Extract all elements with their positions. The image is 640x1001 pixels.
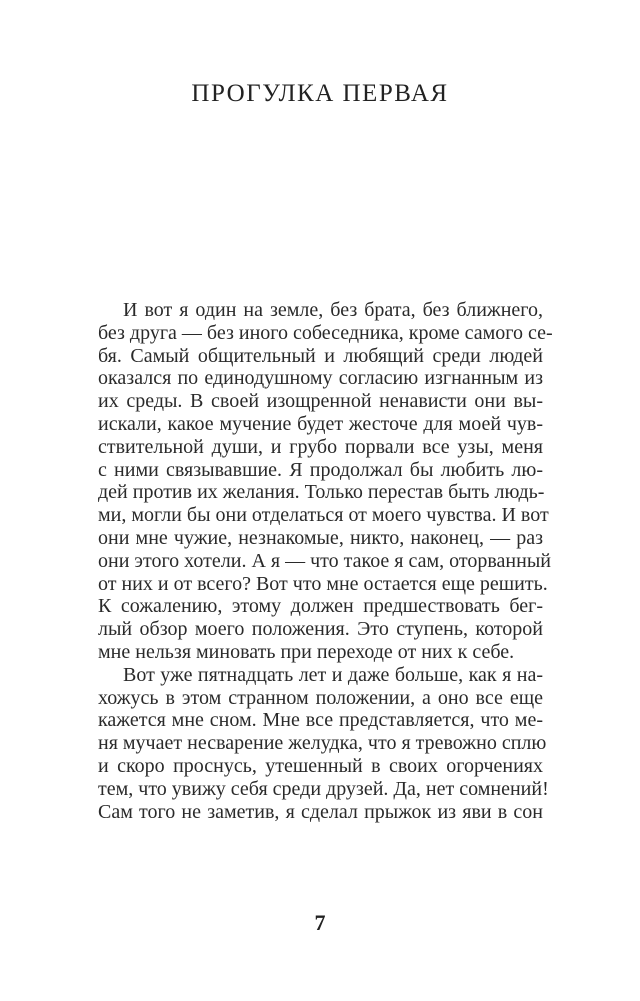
text-line: кажется мне сном. Мне все представляется, что ме- <box>98 709 543 732</box>
body-text <box>98 299 553 823</box>
text-line: без друга — без иного собеседника, кроме самого се- <box>98 321 553 344</box>
text-line: они этого хотели. А я — что такое я сам, оторванный <box>98 549 551 572</box>
text-line: хожусь в этом странном положении, а оно все еще <box>98 686 543 709</box>
text-line: тем, что увижу себя среди друзей. Да, нет сомнений! <box>98 777 549 800</box>
text-line: бя. Самый общительный и любящий среди людей <box>98 344 543 367</box>
text-line: мне нельзя миновать при переходе от них к себе. <box>98 640 515 663</box>
chapter-title: ПРОГУЛКА ПЕРВАЯ <box>191 80 449 107</box>
text-line: от них и от всего? Вот что мне остается еще решить. <box>98 572 548 595</box>
text-line: К сожалению, этому должен предшествовать бег- <box>98 595 543 618</box>
text-line: Вот уже пятнадцать лет и даже больше, как я на- <box>123 663 543 686</box>
text-line: Сам того не заметив, я сделал прыжок из яви в сон <box>98 800 543 823</box>
page-number: 7 <box>314 910 326 935</box>
paragraph <box>98 663 549 824</box>
text-line: они мне чужие, незнакомые, никто, наконец, — раз <box>98 526 543 549</box>
text-line: ми, могли бы они отделаться от моего чувства. И вот <box>98 504 549 527</box>
text-line: искали, какое мучение будет жесточе для моей чув- <box>98 412 543 435</box>
text-line: лый обзор моего положения. Это ступень, которой <box>98 618 543 641</box>
text-line: ня мучает несварение желудка, что я тревожно сплю <box>98 732 547 755</box>
text-line: с ними связывавшие. Я продолжал бы любить лю- <box>98 458 543 481</box>
text-line: оказался по единодушному согласию изгнанным из <box>98 367 543 390</box>
paragraph <box>98 299 553 664</box>
text-line: И вот я один на земле, без брата, без ближнего, <box>123 299 543 321</box>
text-line: и скоро проснусь, утешенный в своих огорчениях <box>98 754 543 777</box>
text-line: их среды. В своей изощренной ненависти они вы- <box>98 390 543 413</box>
text-line: ствительной души, и грубо порвали все узы, меня <box>98 435 543 458</box>
text-line: дей против их желания. Только перестав быть людь- <box>98 481 545 504</box>
